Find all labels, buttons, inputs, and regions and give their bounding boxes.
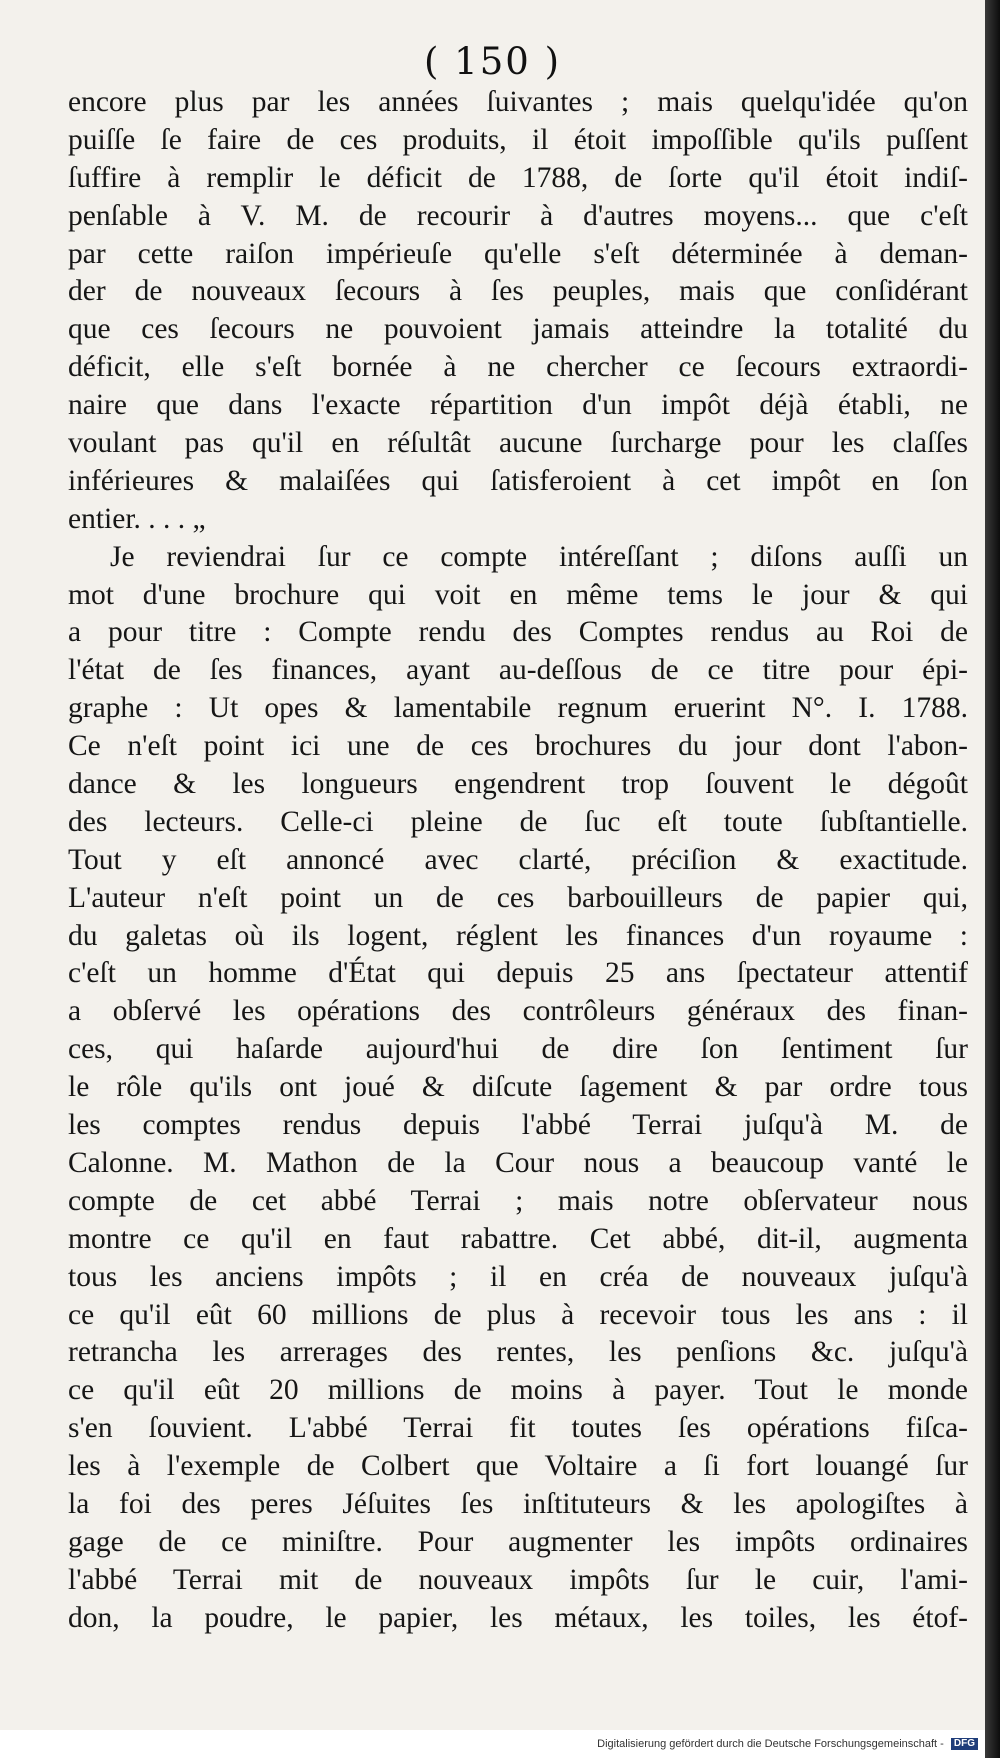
text-line: Tout y eſt annoncé avec clarté, préciſion & exactitude. xyxy=(68,843,968,876)
text-line: graphe : Ut opes & lamentabile regnum eruerint N°. I. 1788. xyxy=(68,692,968,725)
text-line: que ces ſecours ne pouvoient jamais atteindre la totalité du xyxy=(68,313,968,346)
text-line: par cette raiſon impérieuſe qu'elle s'eſt déterminée à deman- xyxy=(68,237,968,270)
footer-credit: Digitalisierung gefördert durch die Deutsche Forschungsgemeinschaft - xyxy=(597,1738,944,1750)
dfg-logo: DFG xyxy=(951,1738,978,1750)
text-line: inférieures & malaiſées qui ſatisferoient à cet impôt en ſon xyxy=(68,464,968,497)
text-line: des lecteurs. Celle-ci pleine de ſuc eſt toute ſubſtantielle. xyxy=(68,805,968,838)
text-line: voulant pas qu'il en réſultât aucune ſurcharge pour les claſſes xyxy=(68,427,968,460)
text-line: les à l'exemple de Colbert que Voltaire a ſi fort louangé ſur xyxy=(68,1450,968,1483)
digitization-footer xyxy=(597,1738,978,1750)
text-line: puiſſe ſe faire de ces produits, il étoit impoſſible qu'ils puſſent xyxy=(68,123,968,156)
text-line: entier. . . . „ xyxy=(68,502,206,535)
text-line: le rôle qu'ils ont joué & diſcute ſagement & par ordre tous xyxy=(68,1071,968,1104)
text-line: la foi des peres Jéſuites ſes inſtituteurs & les apologiſtes à xyxy=(68,1487,968,1520)
text-line: a pour titre : Compte rendu des Comptes rendus au Roi de xyxy=(68,616,968,649)
text-line: encore plus par les années ſuivantes ; mais quelqu'idée qu'on xyxy=(68,86,968,118)
text-line: ſuffire à remplir le déficit de 1788, de ſorte qu'il étoit indiſ- xyxy=(68,161,968,194)
book-edge-shadow xyxy=(985,0,1000,1758)
text-line: der de nouveaux ſecours à ſes peuples, mais que conſidérant xyxy=(68,275,968,308)
text-line: l'abbé Terrai mit de nouveaux impôts ſur le cuir, l'ami- xyxy=(68,1563,968,1596)
page-number: ( 150 ) xyxy=(423,40,561,83)
text-line: don, la poudre, le papier, les métaux, les toiles, les étof- xyxy=(68,1601,968,1634)
text-line: Ce n'eſt point ici une de ces brochures du jour dont l'abon- xyxy=(68,730,968,763)
text-line: Je reviendrai ſur ce compte intéreſſant ; diſons auſſi un xyxy=(110,540,968,573)
text-line: tous les anciens impôts ; il en créa de nouveaux juſqu'à xyxy=(68,1260,968,1293)
text-line: a obſervé les opérations des contrôleurs généraux des finan- xyxy=(68,995,968,1028)
text-line: c'eſt un homme d'État qui depuis 25 ans ſpectateur attentif xyxy=(68,957,968,990)
text-line: penſable à V. M. de recourir à d'autres moyens... que c'eſt xyxy=(68,199,968,232)
text-line: déficit, elle s'eſt bornée à ne chercher ce ſecours extraordi- xyxy=(68,351,968,384)
text-line: ce qu'il eût 60 millions de plus à recevoir tous les ans : il xyxy=(68,1298,968,1331)
text-line: naire que dans l'exacte répartition d'un impôt déjà établi, ne xyxy=(68,389,968,422)
text-line: mot d'une brochure qui voit en même tems le jour & qui xyxy=(68,578,968,611)
text-line: les comptes rendus depuis l'abbé Terrai juſqu'à M. de xyxy=(68,1109,968,1142)
text-line: du galetas où ils logent, réglent les finances d'un royaume : xyxy=(68,919,968,952)
text-line: dance & les longueurs engendrent trop ſouvent le dégoût xyxy=(68,768,968,801)
text-line: gage de ce miniſtre. Pour augmenter les impôts ordinaires xyxy=(68,1525,968,1558)
text-line: ces, qui haſarde aujourd'hui de dire ſon ſentiment ſur xyxy=(68,1033,968,1066)
text-line: l'état de ſes finances, ayant au-deſſous de ce titre pour épi- xyxy=(68,654,968,687)
text-line: retrancha les arrerages des rentes, les penſions &c. juſqu'à xyxy=(68,1336,968,1369)
text-line: L'auteur n'eſt point un de ces barbouilleurs de papier qui, xyxy=(68,881,968,914)
text-line: s'en ſouvient. L'abbé Terrai fit toutes ſes opérations fiſca- xyxy=(68,1412,968,1445)
text-line: montre ce qu'il en faut rabattre. Cet abbé, dit-il, augmenta xyxy=(68,1222,968,1255)
text-line: compte de cet abbé Terrai ; mais notre obſervateur nous xyxy=(68,1184,968,1217)
body-text xyxy=(68,84,968,1638)
text-line: ce qu'il eût 20 millions de moins à payer. Tout le monde xyxy=(68,1374,968,1407)
text-line: Calonne. M. Mathon de la Cour nous a beaucoup vanté le xyxy=(68,1146,968,1179)
